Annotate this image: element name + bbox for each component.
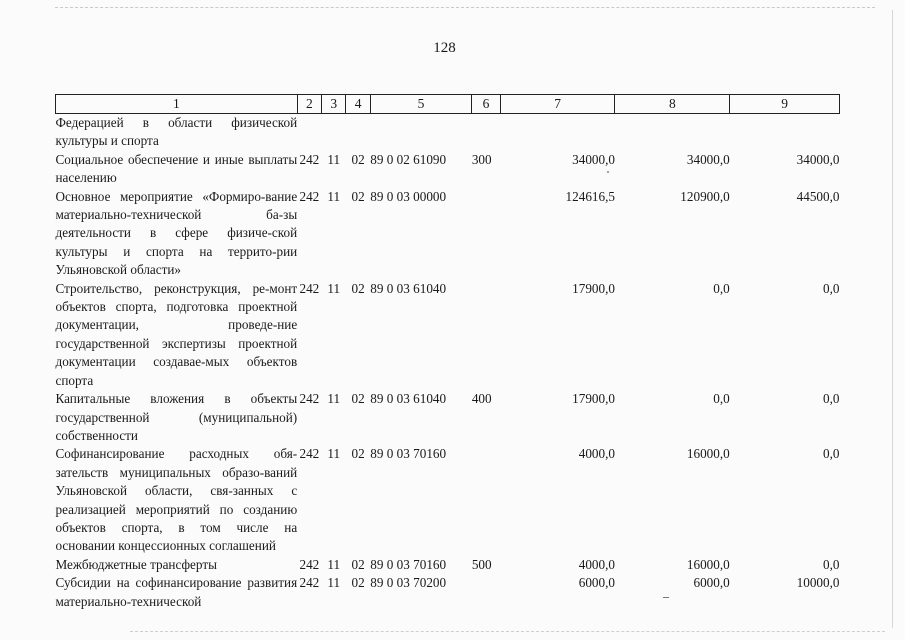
- row-target-code: 89 0 03 70160: [370, 446, 447, 462]
- row-value-8: 34000,0: [686, 151, 730, 167]
- header-col-8: 8: [615, 95, 730, 114]
- row-target-code: 89 0 03 00000: [370, 188, 447, 204]
- row-value-7: 4000,0: [578, 446, 615, 462]
- scan-edge-bottom: [130, 631, 885, 632]
- row-value-7: 17900,0: [572, 391, 615, 407]
- row-target-code: 89 0 02 61090: [370, 151, 447, 167]
- row-target-code: 89 0 03 70160: [370, 556, 447, 572]
- row-value-9: [730, 114, 840, 151]
- row-value-8: 0,0: [713, 391, 730, 407]
- row-value-7: 4000,0: [578, 556, 615, 572]
- row-value-9: 0,0: [823, 556, 840, 572]
- header-col-5: 5: [370, 95, 472, 114]
- row-ministry-code: 242: [299, 556, 320, 572]
- row-subsection-code: 02: [351, 446, 365, 462]
- row-value-8: [615, 114, 730, 151]
- table-header: [56, 95, 840, 114]
- row-value-9: 0,0: [823, 391, 840, 407]
- row-ministry-code: 242: [299, 446, 320, 462]
- row-ministry-code: 242: [299, 188, 320, 204]
- row-value-9: 34000,0: [796, 151, 840, 167]
- row-section-code: 11: [327, 575, 341, 591]
- row-section-code: 11: [327, 391, 341, 407]
- row-section-code: 11: [327, 446, 341, 462]
- row-value-9: 0,0: [823, 280, 840, 296]
- row-value-8: 0,0: [713, 280, 730, 296]
- row-name: Социальное обеспечение и иные выплаты населению: [55, 151, 298, 186]
- row-expense-type: 400: [471, 391, 492, 407]
- row-name: Капитальные вложения в объекты государственной (муниципальной) собственности: [55, 391, 298, 443]
- row-name: Основное мероприятие «Формиро-вание материально-технической ба-зы деятельности в сфере физиче-ской культуры и спорта на террито-рии Ульяновской области»: [55, 188, 298, 278]
- row-subsection-code: 02: [351, 188, 365, 204]
- row-ministry-code: 242: [299, 280, 320, 296]
- header-col-2: 2: [297, 95, 321, 114]
- row-value-7: 6000,0: [578, 575, 615, 591]
- row-expense-type: 300: [471, 151, 492, 167]
- header-col-9: 9: [730, 95, 840, 114]
- table-row: [56, 188, 840, 280]
- row-target-code: 89 0 03 70200: [370, 575, 447, 591]
- row-section-code: 11: [327, 188, 341, 204]
- table-row: [56, 280, 840, 390]
- table-row: [56, 114, 840, 151]
- row-value-8: 6000,0: [693, 575, 730, 591]
- row-name: Софинансирование расходных обя-зательств муниципальных образо-ваний Ульяновской области, свя-занных с реализацией мероприятий по созданию объектов спорта, в том числе на основании концессионных соглашений: [55, 446, 298, 554]
- scan-edge-right: [892, 10, 893, 628]
- row-value-7: 17900,0: [572, 280, 615, 296]
- row-expense-type: [472, 280, 500, 390]
- row-ministry-code: 242: [299, 151, 320, 167]
- table-row: [56, 151, 840, 188]
- row-section-code: 11: [327, 280, 341, 296]
- table-row: [56, 390, 840, 445]
- table-body: [56, 114, 840, 611]
- page-number: 128: [433, 40, 456, 56]
- header-col-7: 7: [500, 95, 615, 114]
- row-name: Субсидии на софинансирование развития материально-технической: [55, 575, 298, 609]
- row-target-code: 89 0 03 61040: [370, 280, 447, 296]
- row-subsection-code: 02: [351, 280, 365, 296]
- row-value-9: 44500,0: [796, 188, 840, 204]
- header-row: [56, 95, 840, 114]
- row-name: Федерацией в области физической культуры и спорта: [55, 115, 298, 149]
- row-value-8: 120900,0: [680, 188, 730, 204]
- row-expense-type: [472, 188, 500, 280]
- budget-table: [55, 94, 840, 611]
- header-col-4: 4: [346, 95, 370, 114]
- row-subsection-code: 02: [351, 391, 365, 407]
- row-ministry-code: 242: [299, 575, 320, 591]
- row-section-code: 11: [327, 556, 341, 572]
- row-ministry-code: [297, 114, 321, 151]
- row-name: Межбюджетные трансферты: [55, 556, 217, 572]
- row-name: Строительство, реконструкция, ре-монт объектов спорта, подготовка проектной документации, проведе-ние государственной экспертизы проектной документации создавае-мых объектов спорта: [55, 280, 298, 388]
- table-row: [56, 445, 840, 555]
- row-value-7: [500, 114, 615, 151]
- row-subsection-code: 02: [351, 151, 365, 167]
- scan-edge-top: [55, 7, 875, 8]
- row-section-code: 11: [327, 151, 341, 167]
- row-expense-type: 500: [471, 556, 492, 572]
- row-expense-type: [472, 574, 500, 611]
- row-subsection-code: [346, 114, 370, 151]
- row-value-7: 34000,0: [572, 151, 615, 167]
- header-col-6: 6: [472, 95, 500, 114]
- header-col-3: 3: [322, 95, 346, 114]
- table-row: [56, 556, 840, 574]
- row-target-code: 89 0 03 61040: [370, 391, 447, 407]
- row-value-8: 16000,0: [686, 556, 730, 572]
- row-subsection-code: 02: [351, 575, 365, 591]
- row-subsection-code: 02: [351, 556, 365, 572]
- table-row: [56, 574, 840, 611]
- row-ministry-code: 242: [299, 391, 320, 407]
- header-col-1: 1: [56, 95, 298, 114]
- row-expense-type: [472, 445, 500, 555]
- row-expense-type: [472, 114, 500, 151]
- row-value-7: 124616,5: [565, 188, 615, 204]
- row-section-code: [322, 114, 346, 151]
- row-target-code: [370, 114, 472, 151]
- row-value-8: 16000,0: [686, 446, 730, 462]
- row-value-9: 10000,0: [796, 575, 840, 591]
- row-value-9: 0,0: [823, 446, 840, 462]
